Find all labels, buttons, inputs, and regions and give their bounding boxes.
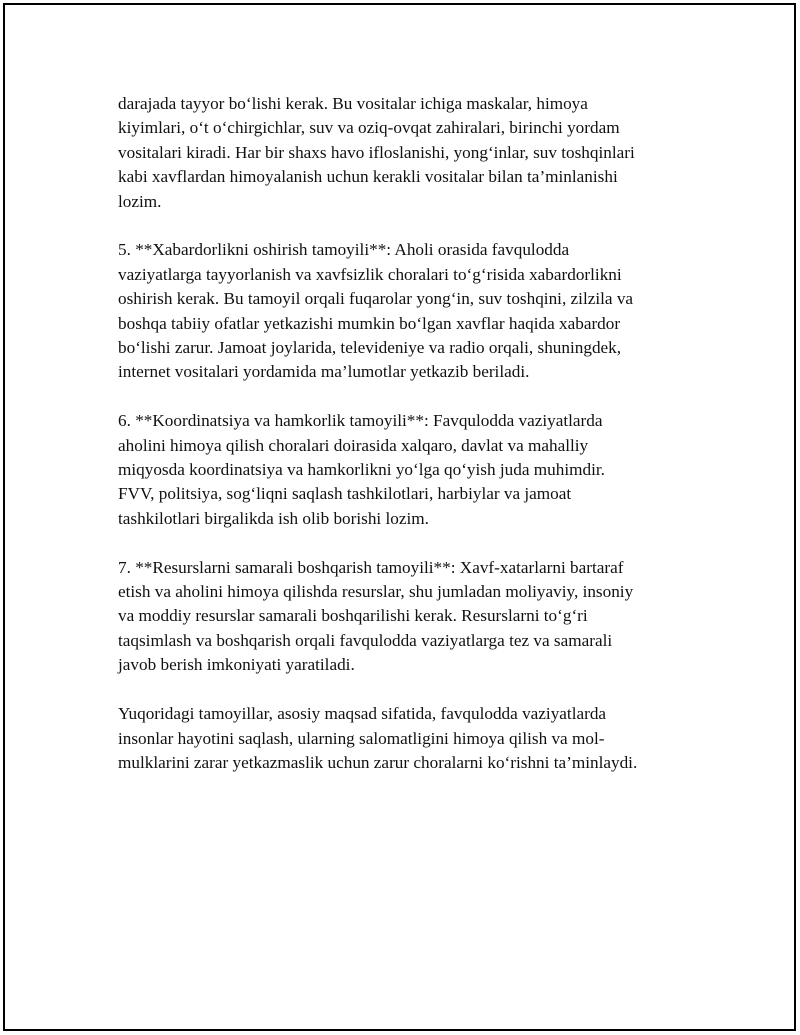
text-line: bo‘lishi zarur. Jamoat joylarida, televideniye va radio orqali, shuningdek, [118, 338, 622, 358]
text-line: va moddiy resurslar samarali boshqarilishi kerak. Resurslarni to‘g‘ri [118, 606, 588, 626]
text-line: taqsimlash va boshqarish orqali favqulodda vaziyatlarga tez va samarali [118, 630, 613, 650]
text-line: javob berish imkoniyati yaratiladi. [118, 655, 355, 675]
text-line: 7. **Resurslarni samarali boshqarish tamoyili**: Xavf-xatarlarni bartaraf [118, 557, 624, 577]
text-line: lozim. [118, 191, 162, 211]
paragraph-principle-6 [118, 409, 698, 531]
text-line: oshirish kerak. Bu tamoyil orqali fuqarolar yong‘in, suv toshqini, zilzila va [118, 289, 634, 309]
text-line: miqyosda koordinatsiya va hamkorlikni yo‘lga qo‘yish juda muhimdir. [118, 460, 605, 480]
paragraph-conclusion [118, 702, 698, 775]
text-line: kabi xavflardan himoyalanish uchun kerakli vositalar bilan ta’minlanishi [118, 167, 618, 187]
text-line: 5. **Xabardorlikni oshirish tamoyili**: Aholi orasida favqulodda [118, 240, 570, 260]
paragraph-principle-7 [118, 556, 698, 678]
text-line: boshqa tabiiy ofatlar yetkazishi mumkin bo‘lgan xavflar haqida xabardor [118, 313, 621, 333]
text-line: tashkilotlari birgalikda ish olib borishi lozim. [118, 508, 429, 528]
text-line: etish va aholini himoya qilishda resurslar, shu jumladan moliyaviy, insoniy [118, 582, 634, 602]
paragraph-principle-5 [118, 238, 698, 384]
text-line: darajada tayyor bo‘lishi kerak. Bu vositalar ichiga maskalar, himoya [118, 94, 588, 113]
text-line: internet vositalari yordamida ma’lumotlar yetkazib beriladi. [118, 362, 530, 382]
text-line: vositalari kiradi. Har bir shaxs havo ifloslanishi, yong‘inlar, suv toshqinlari [118, 142, 635, 162]
text-line: vaziyatlarga tayyorlanish va xavfsizlik choralari to‘g‘risida xabardorlikni [118, 264, 622, 284]
text-line: insonlar hayotini saqlash, ularning salomatligini himoya qilish va mol- [118, 728, 605, 748]
paragraph-intro-continuation [118, 92, 698, 214]
text-line: FVV, politsiya, sog‘liqni saqlash tashkilotlari, harbiylar va jamoat [118, 484, 572, 504]
text-line: 6. **Koordinatsiya va hamkorlik tamoyili**: Favqulodda vaziyatlarda [118, 411, 603, 431]
document-body [118, 92, 698, 800]
text-line: aholini himoya qilish choralari doirasida xalqaro, davlat va mahalliy [118, 435, 589, 455]
text-line: Yuqoridagi tamoyillar, asosiy maqsad sifatida, favqulodda vaziyatlarda [118, 704, 607, 724]
text-line: kiyimlari, o‘t o‘chirgichlar, suv va oziq-ovqat zahiralari, birinchi yordam [118, 118, 620, 138]
text-line: mulklarini zarar yetkazmaslik uchun zarur choralarni ko‘rishni ta’minlaydi. [118, 752, 638, 772]
